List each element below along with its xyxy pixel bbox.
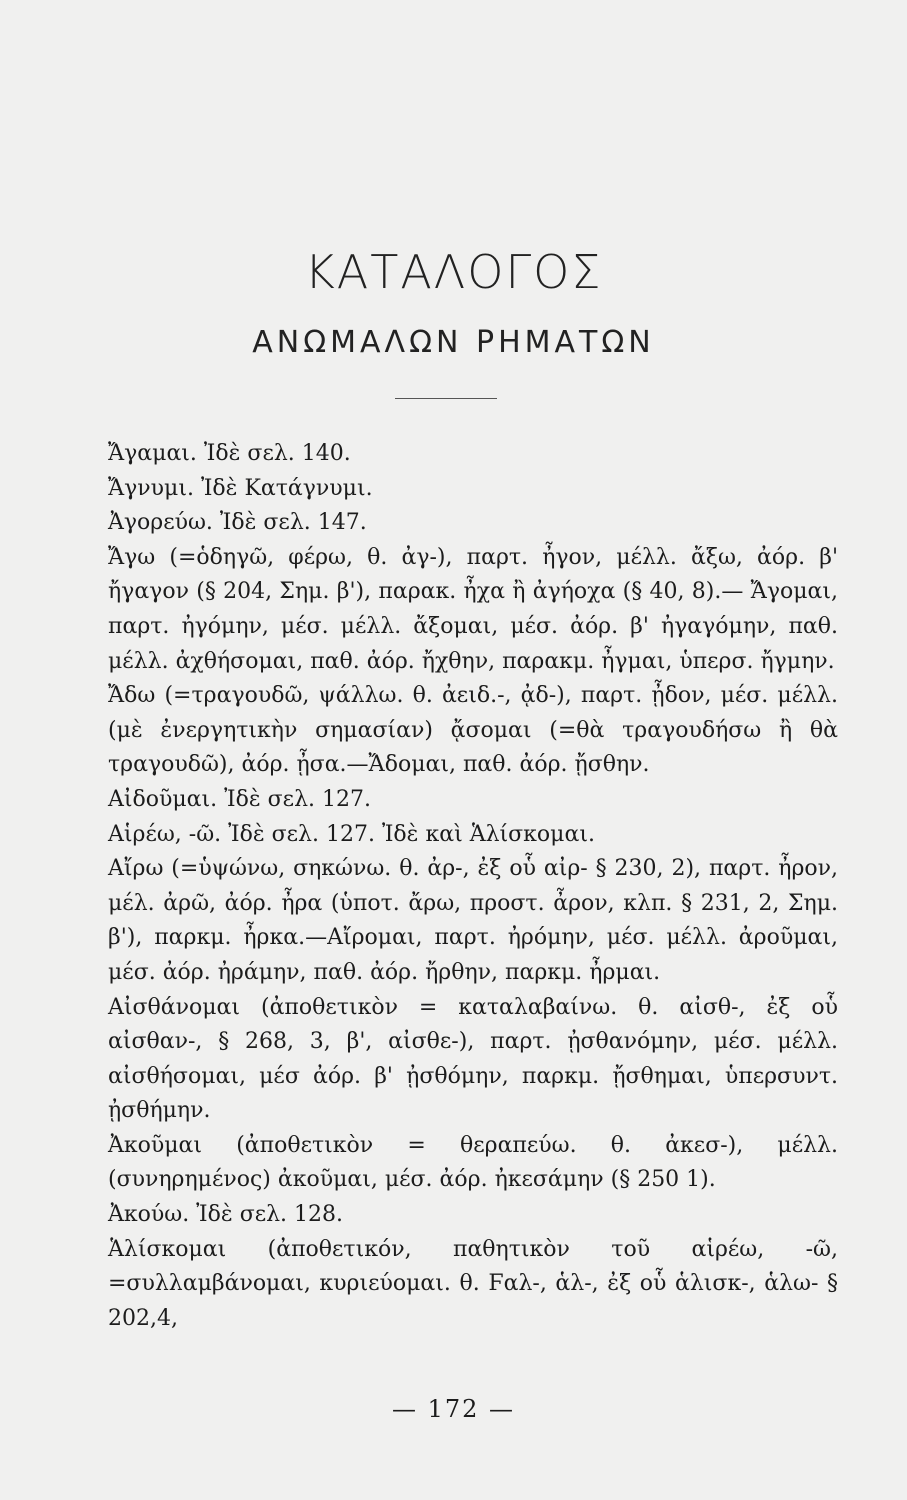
page-number: — 172 — bbox=[391, 1395, 516, 1423]
verb-catalog bbox=[108, 437, 838, 1336]
entry-haireo: Αἱρέω, -ῶ. Ἰδὲ σελ. 127. Ἰδὲ καὶ Ἁλίσκομαι. bbox=[108, 821, 595, 847]
entry-akoumai: Ἀκοῦμαι (ἀποθετικὸν = θεραπεύω. θ. ἀκεσ-), μέλλ. (συνηρημένος) ἀκοῦμαι, μέσ. ἀόρ. ἠκεσάμην (§ 250 1). bbox=[108, 1132, 838, 1193]
entry-aidoumai: Αἰδοῦμαι. Ἰδὲ σελ. 127. bbox=[108, 786, 371, 812]
entry-agamai: Ἄγαμαι. Ἰδὲ σελ. 140. bbox=[108, 441, 351, 466]
entry-airo: Αἴρω (=ὑψώνω, σηκώνω. θ. ἀρ-, ἐξ οὗ αἰρ- § 230, 2), παρτ. ἦρον, μέλ. ἀρῶ, ἀόρ. ἦρα (ὑποτ. ἄρω, προστ. ἆρον, κλπ. § 231, 2, Σημ. β'), παρκμ. ἦρκα.—Αἴρομαι, παρτ. ἠρόμην, μέσ. μέλλ. ἀροῦμαι, μέσ. ἀόρ. ἠράμην, παθ. ἀόρ. ἤρθην, παρκμ. ἦρμαι. bbox=[108, 856, 838, 985]
entry-haliskomai: Ἁλίσκομαι (ἀποθετικόν, παθητικὸν τοῦ αἱρέω, -ῶ, =συλλαμβάνομαι, κυριεύομαι. θ. Ϝαλ-, ἁλ-, ἐξ οὗ ἁλισκ-, ἁλω- § 202,4, bbox=[108, 1236, 838, 1331]
page-subtitle: ΑΝΩΜΑΛΩΝ ΡΗΜΑΤΩΝ bbox=[252, 325, 655, 360]
title-divider bbox=[395, 398, 497, 399]
entry-akouo: Ἀκούω. Ἰδὲ σελ. 128. bbox=[108, 1202, 344, 1228]
entry-ago: Ἄγω (=ὁδηγῶ, φέρω, θ. ἀγ-), παρτ. ἦγον, μέλλ. ἄξω, ἀόρ. β' ἤγαγον (§ 204, Σημ. β'), παρακ. ἦχα ἢ ἀγήοχα (§ 40, 8).— Ἄγομαι, παρτ. ἠγόμην, μέσ. μέλλ. ἄξομαι, μέσ. ἀόρ. β' ἠγαγόμην, παθ. μέλλ. ἀχθήσομαι, παθ. ἀόρ. ἤχθην, παρακμ. ἦγμαι, ὑπερσ. ἤγμην. bbox=[108, 544, 838, 674]
entry-ado: Ἄδω (=τραγουδῶ, ψάλλω. θ. ἀειδ.-, ᾀδ-), παρτ. ᾖδον, μέσ. μέλλ. (μὲ ἐνεργητικὴν σημασίαν) ᾄσομαι (=θὰ τραγουδήσω ἢ θὰ τραγουδῶ), ἀόρ. ᾖσα.—Ἄδομαι, παθ. ἀόρ. ᾔσθην. bbox=[108, 683, 838, 778]
entry-agnymi: Ἄγνυμι. Ἰδὲ Κατάγνυμι. bbox=[108, 475, 373, 501]
entry-agoreuo: Ἀγορεύω. Ἰδὲ σελ. 147. bbox=[108, 510, 367, 536]
page-title: ΚΑΤΑΛΟΓΟΣ bbox=[304, 245, 603, 299]
entry-aisthanomai: Αἰσθάνομαι (ἀποθετικὸν = καταλαβαίνω. θ. αἰσθ-, ἐξ οὗ αἰσθαν-, § 268, 3, β', αἰσθε-), παρτ. ᾐσθανόμην, μέσ. μέλλ. αἰσθήσομαι, μέσ ἀόρ. β' ᾐσθόμην, παρκμ. ᾔσθημαι, ὑπερσυντ. ᾐσθήμην. bbox=[108, 994, 838, 1124]
